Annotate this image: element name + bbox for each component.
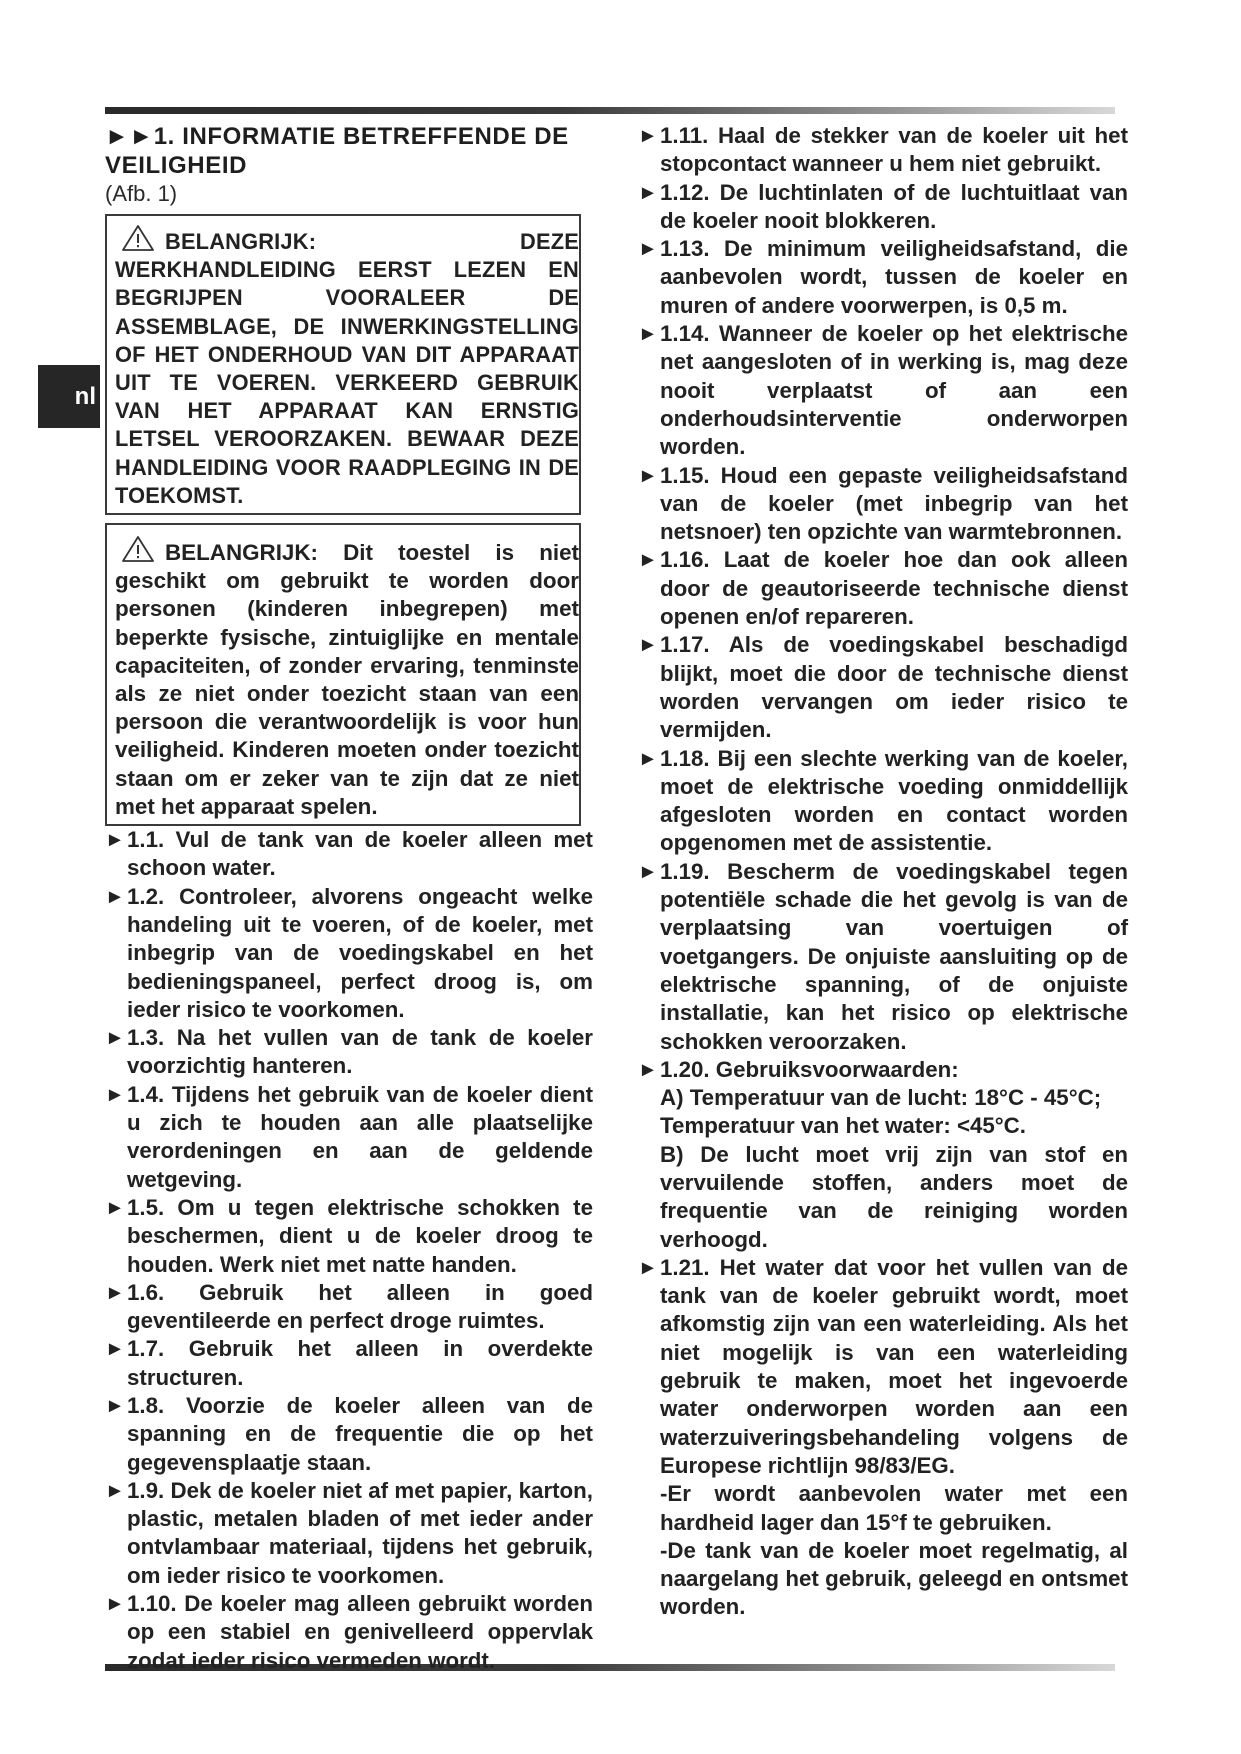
safety-item-subline: B) De lucht moet vrij zijn van stof en vervuilende stoffen, anders moet de frequentie van de reiniging worden verhoogd. — [660, 1141, 1128, 1252]
safety-item — [105, 1590, 593, 1675]
safety-item-text: 1.15. Houd een gepaste veiligheidsafstand van de koeler (met inbegrip van het netsnoer) ten opzichte van warmtebronnen. — [660, 462, 1128, 545]
left-column — [105, 122, 593, 1675]
bullet-arrow-icon: ► — [105, 1479, 125, 1502]
warning-box-2-text: BELANGRIJK: Dit toestel is niet geschikt om gebruikt te worden door personen (kinderen inbegrepen) met beperkte fysische, zintuiglijke en mentale capaciteiten, of zonder ervaring, tenminste als ze niet onder toezicht staan van een persoon die verantwoordelijk is voor hun veiligheid. Kinderen moeten onder toezicht staan om er zeker van te zijn dat ze niet met het apparaat spelen. — [115, 540, 579, 819]
bullet-arrow-icon: ► — [105, 1395, 125, 1417]
safety-item — [638, 179, 1128, 236]
safety-item — [638, 745, 1128, 858]
safety-item-subline: -De tank van de koeler moet regelmatig, al naargelang het gebruik, geleegd en ontsmet worden. — [660, 1537, 1128, 1620]
bullet-arrow-icon: ► — [638, 181, 658, 204]
right-column — [638, 122, 1128, 1622]
warning-triangle-icon — [121, 224, 155, 252]
section-title — [105, 122, 593, 180]
bullet-arrow-icon: ► — [638, 634, 658, 657]
safety-item — [638, 546, 1128, 631]
safety-item — [105, 883, 593, 1024]
safety-item-text: 1.4. Tijdens het gebruik van de koeler dient u zich te houden aan alle plaatselijke verordeningen en aan de geldende wetgeving. — [127, 1081, 593, 1192]
safety-item-text: 1.18. Bij een slechte werking van de koeler, moet de elektrische voeding onmiddellijk afgesloten worden en contact worden opgenomen met de assistentie. — [660, 745, 1128, 856]
bullet-arrow-icon: ► — [638, 464, 658, 487]
left-safety-list — [105, 826, 593, 1675]
bullet-arrow-icon: ► — [638, 238, 658, 261]
safety-item-subline: -Er wordt aanbevolen water met een hardheid lager dan 15°f te gebruiken. — [660, 1481, 1128, 1535]
safety-item — [638, 858, 1128, 1056]
bullet-arrow-icon: ► — [638, 1058, 658, 1081]
bullet-arrow-icon: ► — [638, 323, 658, 346]
safety-item-text: 1.12. De luchtinlaten of de luchtuitlaat van de koeler nooit blokkeren. — [660, 179, 1128, 233]
bullet-arrow-icon: ► — [638, 747, 658, 770]
safety-item-text: 1.3. Na het vullen van de tank de koeler voorzichtig hanteren. — [127, 1025, 593, 1079]
safety-item-text: 1.21. Het water dat voor het vullen van de tank van de koeler gebruikt wordt, moet afkomstig zijn van een waterleiding. Als het niet mogelijk is van een waterleiding gebruik te maken, moet het ingevoerde water onderworpen worden aan een waterzuiveringsbehandeling volgens de Europese richtlijn 98/83/EG. — [660, 1254, 1128, 1478]
bullet-arrow-icon: ► — [638, 860, 658, 883]
safety-item — [105, 1335, 593, 1392]
safety-item-text: 1.20. Gebruiksvoorwaarden: — [660, 1056, 959, 1082]
safety-item-text: 1.5. Om u tegen elektrische schokken te beschermen, dient u de koeler droog te houden. Werk niet met natte handen. — [127, 1194, 593, 1277]
safety-item-subline: A) Temperatuur van de lucht: 18°C - 45°C; — [660, 1085, 1102, 1111]
safety-item-text: 1.9. Dek de koeler niet af met papier, karton, plastic, metalen bladen of met ieder ander ontvlambaar materiaal, tijdens het gebruik, om ieder risico te voorkomen. — [127, 1477, 593, 1588]
safety-item-text: 1.19. Bescherm de voedingskabel tegen potentiële schade die het gevolg is van de verplaatsing van voertuigen of voetgangers. De onjuiste aansluiting op de elektrische spanning, of de onjuiste installatie, kan het risico op elektrische schokken veroorzaken. — [660, 858, 1128, 1054]
warning-triangle-icon — [121, 535, 155, 563]
safety-item — [638, 320, 1128, 461]
safety-item — [105, 1279, 593, 1336]
bullet-arrow-icon: ► — [105, 1196, 125, 1219]
safety-item — [105, 1024, 593, 1081]
bullet-arrow-icon: ► — [105, 1027, 125, 1050]
language-tab: nl — [38, 365, 100, 428]
safety-item-text: 1.7. Gebruik het alleen in overdekte structuren. — [127, 1336, 593, 1390]
bullet-arrow-icon: ► — [105, 1281, 125, 1304]
bullet-arrow-icon: ► — [105, 885, 125, 908]
warning-box-2 — [105, 523, 581, 826]
bullet-arrow-icon: ► — [105, 1083, 125, 1106]
safety-item — [638, 1254, 1128, 1622]
section-title-line2: VEILIGHEID — [105, 152, 248, 179]
top-rule — [105, 107, 1115, 114]
right-safety-list — [638, 122, 1128, 1622]
warning-box-1-text: BELANGRIJK: DEZE WERKHANDLEIDING EERST LEZEN EN BEGRIJPEN VOORALEER DE ASSEMBLAGE, DE INWERKINGSTELLING OF HET ONDERHOUD VAN DIT APPARAAT UIT TE VOEREN. VERKEERD GEBRUIK VAN HET APPARAAT KAN ERNSTIG LETSEL VEROORZAKEN. BEWAAR DEZE HANDLEIDING VOOR RAADPLEGING IN DE TOEKOMST. — [115, 229, 579, 508]
safety-item-text: 1.2. Controleer, alvorens ongeacht welke handeling uit te voeren, of de koeler, met inbegrip van de voedingskabel en het bedieningspaneel, perfect droog is, om ieder risico te voorkomen. — [127, 883, 593, 1022]
safety-item-text: 1.6. Gebruik het alleen in goed geventileerde en perfect droge ruimtes. — [127, 1279, 593, 1334]
safety-item-subline: Temperatuur van het water: <45°C. — [660, 1113, 1026, 1139]
safety-item-text: 1.16. Laat de koeler hoe dan ook alleen door de geautoriseerde technische dienst openen en/of repareren. — [660, 547, 1128, 630]
bullet-arrow-icon: ► — [105, 1593, 125, 1616]
safety-item — [638, 1056, 1128, 1254]
bullet-arrow-icon: ► — [638, 1256, 658, 1279]
safety-item — [638, 122, 1128, 179]
safety-item — [105, 826, 593, 883]
safety-item-text: 1.14. Wanneer de koeler op het elektrische net aangesloten of in werking is, mag deze nooit verplaatst of aan een onderhoudsinterventie onderworpen worden. — [660, 321, 1128, 460]
safety-item — [638, 462, 1128, 547]
safety-item-text: 1.10. De koeler mag alleen gebruikt worden op een stabiel en genivelleerd oppervlak zodat ieder risico vermeden wordt. — [127, 1591, 593, 1673]
bullet-arrow-icon: ► — [638, 125, 658, 147]
warning-box-1 — [105, 214, 581, 515]
section-title-line1: ►►1. INFORMATIE BETREFFENDE DE — [105, 123, 569, 150]
section-subtitle: (Afb. 1) — [105, 181, 178, 206]
safety-item-text: 1.17. Als de voedingskabel beschadigd blijkt, moet die door de technische dienst worden vervangen om ieder risico te vermijden. — [660, 632, 1128, 743]
safety-item-text: 1.11. Haal de stekker van de koeler uit het stopcontact wanneer u hem niet gebruikt. — [660, 123, 1128, 177]
safety-item — [105, 1194, 593, 1279]
safety-item-text: 1.8. Voorzie de koeler alleen van de spanning en de frequentie die op het gegevensplaatje staan. — [127, 1393, 593, 1475]
safety-item — [638, 631, 1128, 744]
bullet-arrow-icon: ► — [105, 1338, 125, 1361]
safety-item — [105, 1392, 593, 1477]
safety-item-text: 1.1. Vul de tank van de koeler alleen met schoon water. — [127, 827, 593, 881]
safety-item — [638, 235, 1128, 320]
bullet-arrow-icon: ► — [638, 549, 658, 572]
safety-item — [105, 1081, 593, 1194]
bullet-arrow-icon: ► — [105, 829, 125, 852]
safety-item-text: 1.13. De minimum veiligheidsafstand, die aanbevolen wordt, tussen de koeler en muren of andere voorwerpen, is 0,5 m. — [660, 236, 1128, 318]
safety-item — [105, 1477, 593, 1590]
